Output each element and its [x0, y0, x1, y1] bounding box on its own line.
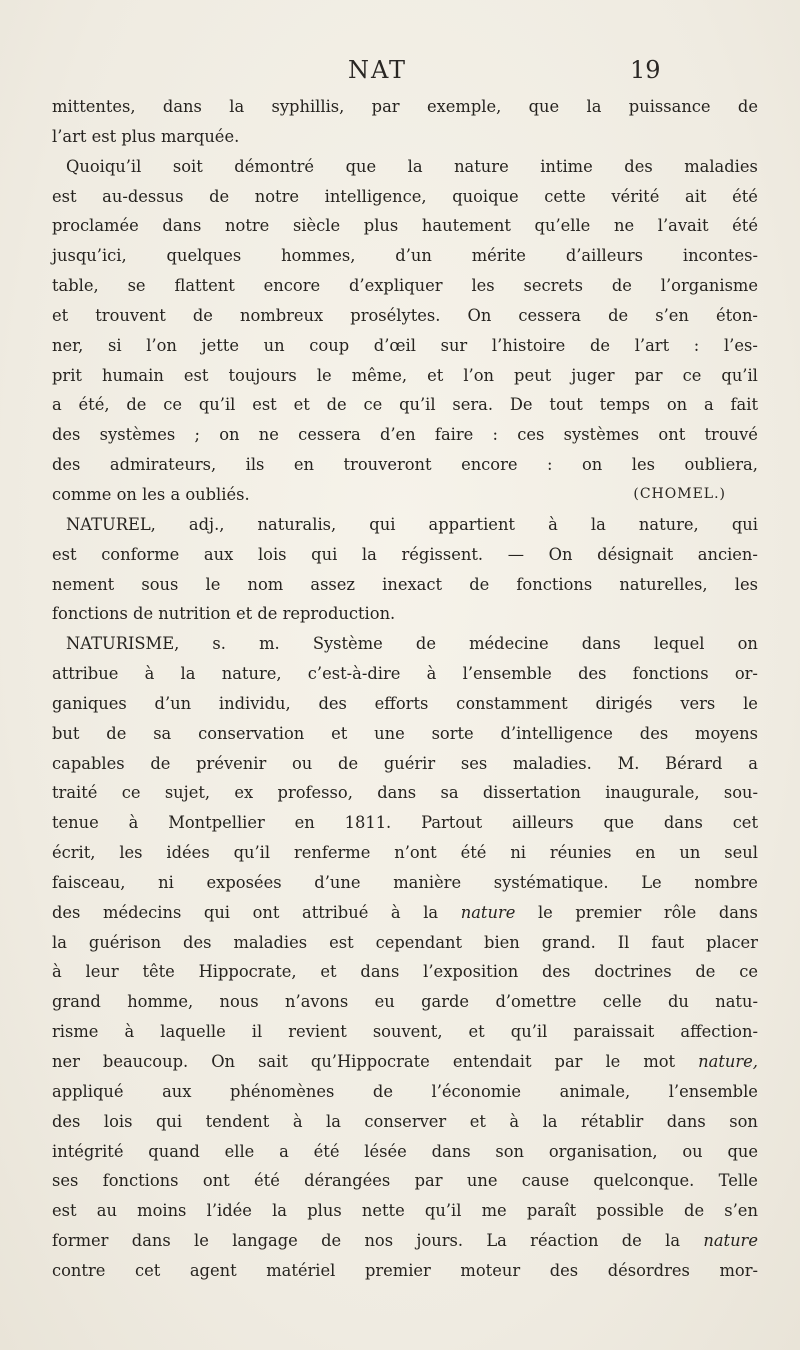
line-text: comme on les a oubliés. [52, 484, 250, 504]
text-line: grand homme, nous n’avons eu garde d’omettre celle du natu- [52, 992, 758, 1012]
text-line: la guérison des maladies est cependant bien grand. Il faut placer [52, 932, 758, 952]
text-line: écrit, les idées qu’il renferme n’ont été ni réunies en un seul [52, 843, 758, 863]
text-line: but de sa conservation et une sorte d’intelligence des moyens [52, 723, 758, 743]
text-line: ner, si l’on jette un coup d’œil sur l’histoire de l’art : l’es- [52, 335, 758, 355]
text-line: est au moins l’idée la plus nette qu’il me paraît possible de s’en [52, 1201, 758, 1221]
text-line: fonctions de nutrition et de reproduction. [52, 604, 396, 624]
text-line: appliqué aux phénomènes de l’économie animale, l’ensemble [52, 1081, 758, 1101]
text-line: des admirateurs, ils en trouveront encore : on les oubliera, [52, 455, 758, 475]
text-line: table, se flattent encore d’expliquer les secrets de l’organisme [52, 276, 758, 296]
text-line: ner beaucoup. On sait qu’Hippocrate entendait par le mot nature, [52, 1052, 758, 1071]
text-line: capables de prévenir ou de guérir ses maladies. M. Bérard a [52, 753, 758, 773]
text-line: tenue à Montpellier en 1811. Partout ailleurs que dans cet [52, 813, 758, 833]
author-signature: (CHOMEL.) [633, 485, 726, 502]
text-line: jusqu’ici, quelques hommes, d’un mérite d’ailleurs incontes- [52, 246, 758, 266]
text-line: des systèmes ; on ne cessera d’en faire : ces systèmes ont trouvé [52, 425, 758, 445]
page-number: 19 [630, 56, 661, 84]
text-line: prit humain est toujours le même, et l’on peut juger par ce qu’il [52, 365, 758, 385]
text-line: des médecins qui ont attribué à la nature le premier rôle dans [52, 902, 758, 922]
text-line: faisceau, ni exposées d’une manière systématique. Le nombre [52, 872, 758, 892]
text-line [52, 480, 758, 510]
text-line: est conforme aux lois qui la régissent. — On désignait ancien- [52, 544, 758, 564]
text-line: NATURISME, s. m. Système de médecine dans lequel on [66, 634, 758, 654]
text-line: ganiques d’un individu, des efforts constamment dirigés vers le [52, 693, 758, 713]
text-line: des lois qui tendent à la conserver et à la rétablir dans son [52, 1111, 758, 1131]
body-text [52, 92, 758, 1286]
text-line: attribue à la nature, c’est-à-dire à l’ensemble des fonctions or- [52, 664, 758, 684]
text-line: former dans le langage de nos jours. La réaction de la nature [52, 1231, 758, 1251]
text-line: risme à laquelle il revient souvent, et qu’il paraissait affection- [52, 1022, 758, 1042]
text-line: proclamée dans notre siècle plus hautement qu’elle ne l’avait été [52, 216, 758, 236]
text-line: contre cet agent matériel premier moteur des désordres mor- [52, 1260, 758, 1280]
text-line: NATUREL, adj., naturalis, qui appartient à la nature, qui [66, 514, 758, 534]
running-head: NAT [348, 56, 408, 84]
page-header [0, 56, 800, 88]
text-line: a été, de ce qu’il est et de ce qu’il sera. De tout temps on a fait [52, 395, 758, 415]
text-line: est au-dessus de notre intelligence, quoique cette vérité ait été [52, 186, 758, 206]
text-line: intégrité quand elle a été lésée dans son organisation, ou que [52, 1141, 758, 1161]
text-line: à leur tête Hippocrate, et dans l’exposition des doctrines de ce [52, 962, 758, 982]
text-line: mittentes, dans la syphillis, par exemple, que la puissance de [52, 97, 758, 116]
text-line: ses fonctions ont été dérangées par une cause quelconque. Telle [52, 1171, 758, 1191]
text-line: et trouvent de nombreux prosélytes. On cessera de s’en éton- [52, 305, 758, 325]
text-line: l’art est plus marquée. [52, 126, 240, 146]
text-line: Quoiqu’il soit démontré que la nature intime des maladies [66, 156, 758, 176]
text-line: nement sous le nom assez inexact de fonctions naturelles, les [52, 574, 758, 594]
text-line: traité ce sujet, ex professo, dans sa dissertation inaugurale, sou- [52, 783, 758, 803]
